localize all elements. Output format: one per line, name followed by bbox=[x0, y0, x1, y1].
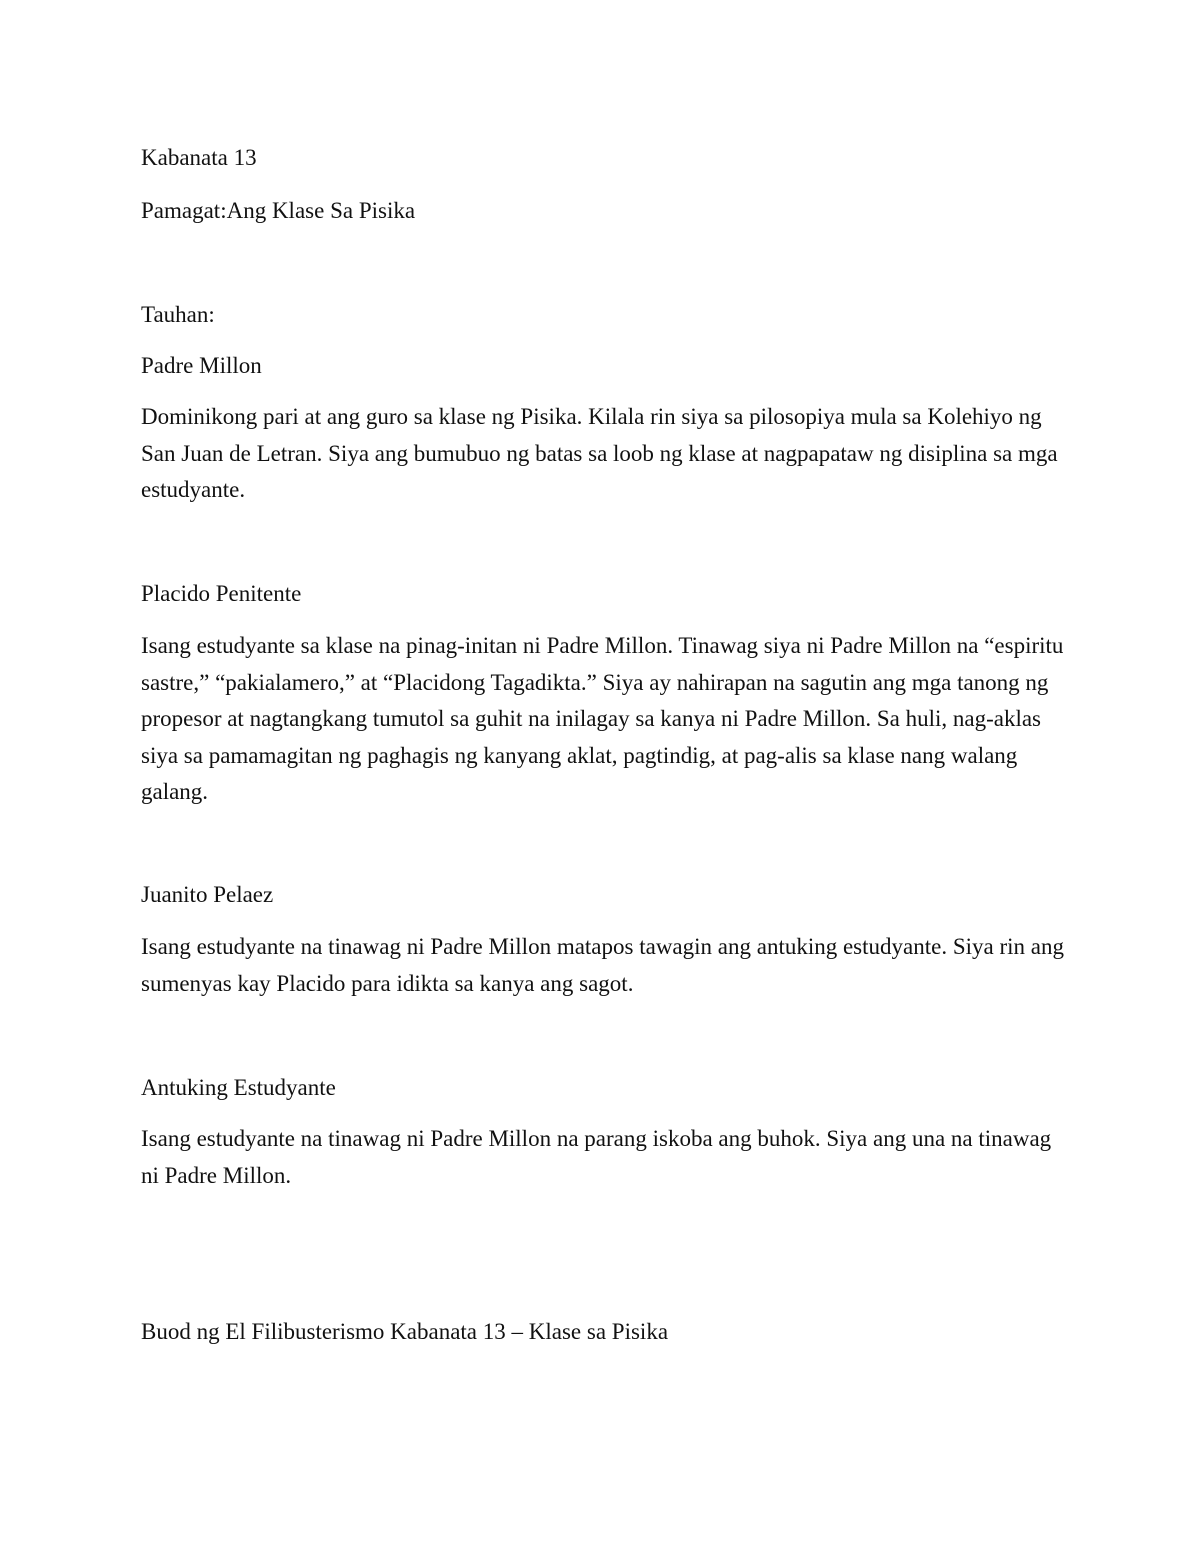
character-description: Isang estudyante na tinawag ni Padre Millon na parang iskoba ang buhok. Siya ang una na tinawag ni Padre Millon. bbox=[141, 1126, 1052, 1188]
summary-heading: Buod ng El Filibusterismo Kabanata 13 – Klase sa Pisika bbox=[141, 1319, 669, 1344]
character-description: Isang estudyante sa klase na pinag-initan ni Padre Millon. Tinawag siya ni Padre Millon na “espiritu sastre,” “pakialamero,” at “Placidong Tagadikta.” Siya ay nahirapan na sagutin ang mga tanong ng propesor at nagtangkang tumutol sa guhit na inilagay sa kanya ni Padre Millon. Sa huli, nag-aklas siya sa pamamagitan ng paghagis ng kanyang aklat, pagtindig, at pag-alis sa klase nang walang galang. bbox=[141, 633, 1064, 804]
character-name: Placido Penitente bbox=[141, 581, 302, 606]
character-name: Antuking Estudyante bbox=[141, 1075, 336, 1100]
character-name: Padre Millon bbox=[141, 353, 262, 378]
character-description: Dominikong pari at ang guro sa klase ng Pisika. Kilala rin siya sa pilosopiya mula sa Kolehiyo ng San Juan de Letran. Siya ang bumubuo ng batas sa loob ng klase at nagpapataw ng disiplina sa mga estudyante. bbox=[141, 404, 1058, 502]
document-title: Pamagat:Ang Klase Sa Pisika bbox=[141, 198, 416, 223]
characters-heading: Tauhan: bbox=[141, 302, 215, 327]
chapter-label: Kabanata 13 bbox=[141, 145, 257, 170]
character-name: Juanito Pelaez bbox=[141, 882, 274, 907]
character-description: Isang estudyante na tinawag ni Padre Millon matapos tawagin ang antuking estudyante. Siya rin ang sumenyas kay Placido para idikta sa kanya ang sagot. bbox=[141, 934, 1064, 996]
